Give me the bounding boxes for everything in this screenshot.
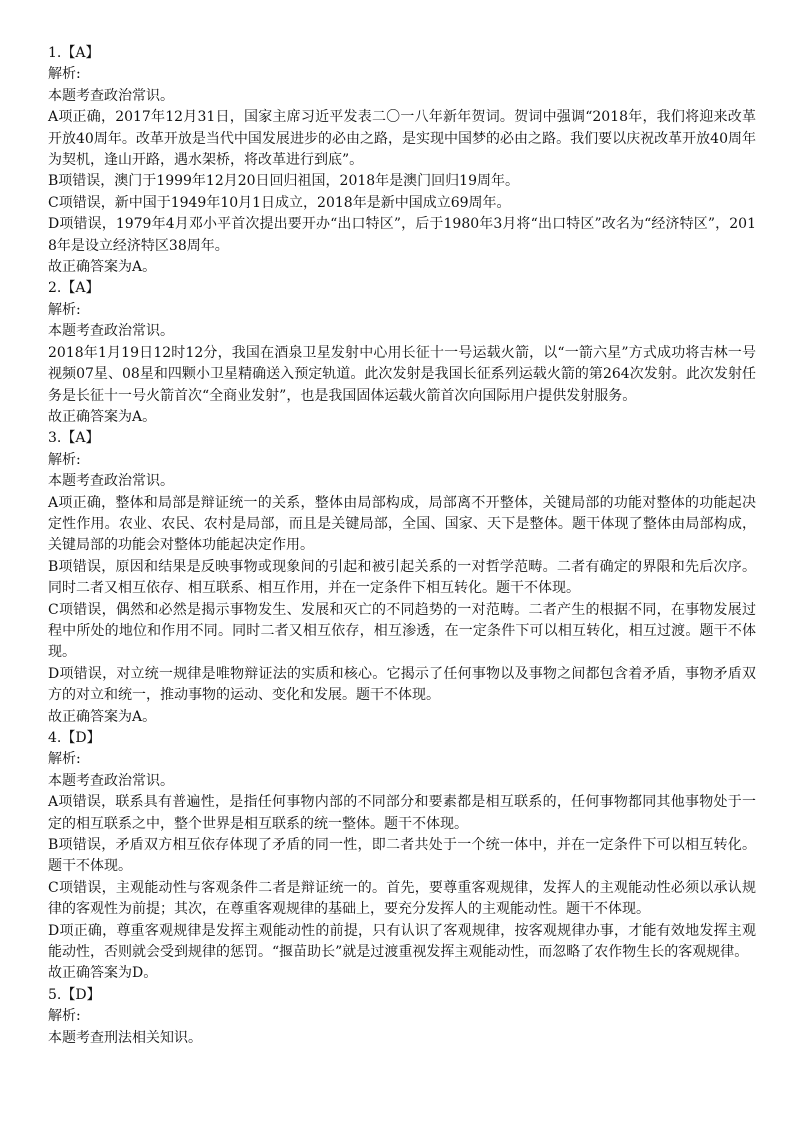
q4-option-c: C项错误，主观能动性与客观条件二者是辩证统一的。首先，要尊重客观规律，发挥人的主观能动性必须以承认规律的客观性为前提；其次，在尊重客观规律的基础上，要充分发挥人的主观能动性。题干不体现。: [48, 879, 756, 918]
q2-conclusion: 故正确答案为A。: [48, 408, 157, 425]
q4-topic: 本题考查政治常识。: [48, 772, 174, 789]
q3-topic: 本题考查政治常识。: [48, 473, 174, 490]
q3-option-d: D项错误，对立统一规律是唯物辩证法的实质和核心。它揭示了任何事物以及事物之间都包含着矛盾，事物矛盾双方的对立和统一，推动事物的运动、变化和发展。题干不体现。: [48, 665, 756, 704]
q5-answer-heading: 5.【D】: [48, 986, 101, 1003]
q1-analysis-label: 解析:: [48, 66, 81, 83]
q3-answer-heading: 3.【A】: [48, 430, 100, 447]
q1-option-c: C项错误，新中国于1949年10月1日成立，2018年是新中国成立69周年。: [48, 194, 511, 211]
q1-option-a: A项正确，2017年12月31日，国家主席习近平发表二〇一八年新年贺词。贺词中强调“2018年，我们将迎来改革开放40周年。改革开放是当代中国发展进步的必由之路，是实现中国梦的必由之路。我们要以庆祝改革开放40周年为契机，逢山开路，遇水架桥，将改革进行到底”。: [48, 109, 756, 169]
q3-option-c: C项错误，偶然和必然是揭示事物发生、发展和灭亡的不同趋势的一对范畴。二者产生的根据不同，在事物发展过程中所处的地位和作用不同。同时二者又相互依存，相互渗透，在一定条件下可以相互转化，相互过渡。题干不体现。: [48, 601, 756, 661]
q4-analysis-label: 解析:: [48, 751, 81, 768]
q1-conclusion: 故正确答案为A。: [48, 259, 157, 276]
q2-topic: 本题考查政治常识。: [48, 323, 174, 340]
q5-topic: 本题考查刑法相关知识。: [48, 1029, 202, 1046]
q4-option-a: A项错误，联系具有普遍性，是指任何事物内部的不同部分和要素都是相互联系的，任何事物都同其他事物处于一定的相互联系之中，整个世界是相互联系的统一整体。题干不体现。: [48, 794, 756, 832]
q2-explanation: 2018年1月19日12时12分，我国在酒泉卫星发射中心用长征十一号运载火箭，以“一箭六星”方式成功将吉林一号视频07星、08星和四颗小卫星精确送入预定轨道。此次发射是我国长征系列运载火箭的第264次发射。此次发射任务是长征十一号火箭首次“全商业发射”，也是我国固体运载火箭首次向国际用户提供发射服务。: [48, 344, 756, 404]
q4-answer-heading: 4.【D】: [48, 730, 101, 746]
q1-option-d: D项错误，1979年4月邓小平首次提出要开办“出口特区”，后于1980年3月将“出口特区”改名为“经济特区”，2018年是设立经济特区38周年。: [48, 216, 756, 254]
q1-answer-heading: 1.【A】: [48, 45, 100, 61]
q2-answer-heading: 2.【A】: [48, 280, 100, 297]
q4-conclusion: 故正确答案为D。: [48, 965, 158, 982]
q4-option-b: B项错误，矛盾双方相互依存体现了矛盾的同一性，即二者共处于一个统一体中，并在一定条件下可以相互转化。题干不体现。: [48, 837, 756, 875]
q2-analysis-label: 解析:: [48, 301, 81, 318]
q5-analysis-label: 解析:: [48, 1008, 81, 1025]
answer-explanation-document: [48, 43, 756, 1049]
q1-option-b: B项错误，澳门于1999年12月20日回归祖国，2018年是澳门回归19周年。: [48, 173, 519, 190]
q3-option-a: A项正确，整体和局部是辩证统一的关系，整体由局部构成，局部离不开整体，关键局部的功能对整体的功能起决定性作用。农业、农民、农村是局部，而且是关键局部，全国、国家、天下是整体。题干体现了整体由局部构成，关键局部的功能会对整体功能起决定作用。: [48, 494, 756, 554]
q4-option-d: D项正确，尊重客观规律是发挥主观能动性的前提，只有认识了客观规律，按客观规律办事，才能有效地发挥主观能动性，否则就会受到规律的惩罚。“揠苗助长”就是过渡重视发挥主观能动性，而忽略了农作物生长的客观规律。: [48, 922, 756, 961]
q1-topic: 本题考查政治常识。: [48, 87, 174, 104]
q3-conclusion: 故正确答案为A。: [48, 708, 157, 725]
q3-analysis-label: 解析:: [48, 451, 81, 468]
q3-option-b: B项错误，原因和结果是反映事物或现象间的引起和被引起关系的一对哲学范畴。二者有确定的界限和先后次序。同时二者又相互依存、相互联系、相互作用，并在一定条件下相互转化。题干不体现。: [48, 558, 756, 597]
